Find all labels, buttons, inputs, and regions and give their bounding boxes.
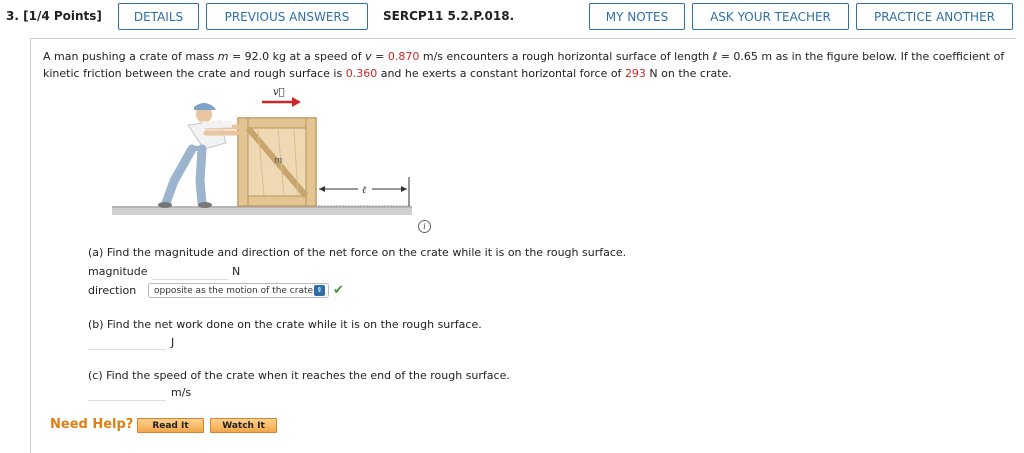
work-unit: J	[171, 336, 175, 349]
force-value: 293	[624, 67, 646, 80]
need-help-label: Need Help?	[50, 417, 134, 432]
magnitude-unit: N	[232, 265, 241, 278]
work-input[interactable]	[88, 334, 166, 350]
friction-coefficient-value: 0.360	[345, 67, 378, 80]
points-label: [1/4 Points]	[23, 9, 102, 23]
problem-statement	[43, 48, 1013, 82]
problem-text: A man pushing a crate of mass	[43, 50, 218, 63]
problem-text: N on the crate.	[645, 67, 732, 80]
my-notes-button[interactable]: MY NOTES	[589, 3, 685, 30]
speed-input[interactable]	[88, 385, 166, 401]
correct-check-icon: ✔	[333, 283, 344, 298]
magnitude-input[interactable]	[152, 264, 228, 280]
left-divider	[30, 38, 31, 453]
previous-answers-button[interactable]: PREVIOUS ANSWERS	[206, 3, 368, 30]
length-label: ℓ	[362, 185, 367, 196]
problem-text: = 92.0 kg at a speed of	[228, 50, 366, 63]
speed-value: 0.870	[387, 50, 420, 63]
direction-select[interactable]	[148, 283, 329, 298]
problem-text: and he exerts a constant horizontal force of	[377, 67, 625, 80]
direction-selected-value: opposite as the motion of the crate	[154, 286, 314, 296]
details-button[interactable]: DETAILS	[118, 3, 199, 30]
magnitude-label: magnitude	[88, 265, 148, 278]
header-divider	[30, 38, 1016, 39]
watch-it-button[interactable]: Watch It	[210, 418, 277, 433]
part-b-question: (b) Find the net work done on the crate while it is on the rough surface.	[88, 318, 482, 331]
chevron-updown-icon: ⇕	[314, 285, 325, 296]
mass-symbol: m	[217, 50, 229, 63]
question-header	[6, 9, 102, 23]
part-a-question: (a) Find the magnitude and direction of the net force on the crate while it is on the rough surface.	[88, 246, 627, 259]
crate-figure	[110, 85, 420, 220]
velocity-label: v⃗	[273, 87, 285, 98]
problem-text: =	[371, 50, 388, 63]
problem-code: SERCP11 5.2.P.018.	[383, 9, 515, 23]
speed-unit: m/s	[171, 386, 192, 399]
question-number: 3.	[6, 9, 19, 23]
figure-info-icon[interactable]: i	[418, 220, 431, 233]
crate-mass-label: m	[274, 156, 283, 166]
ask-teacher-button[interactable]: ASK YOUR TEACHER	[692, 3, 849, 30]
practice-another-button[interactable]: PRACTICE ANOTHER	[856, 3, 1013, 30]
direction-label: direction	[88, 284, 137, 297]
read-it-button[interactable]: Read It	[137, 418, 204, 433]
problem-text: m/s encounters a rough horizontal surface of length ℓ = 0.65 m as in the figure below. If the coefficient of kinetic friction between the crate and rough surface is	[43, 50, 1005, 80]
man-pushing	[158, 103, 238, 208]
part-c-question: (c) Find the speed of the crate when it reaches the end of the rough surface.	[88, 369, 510, 382]
velocity-symbol: v	[365, 50, 372, 63]
